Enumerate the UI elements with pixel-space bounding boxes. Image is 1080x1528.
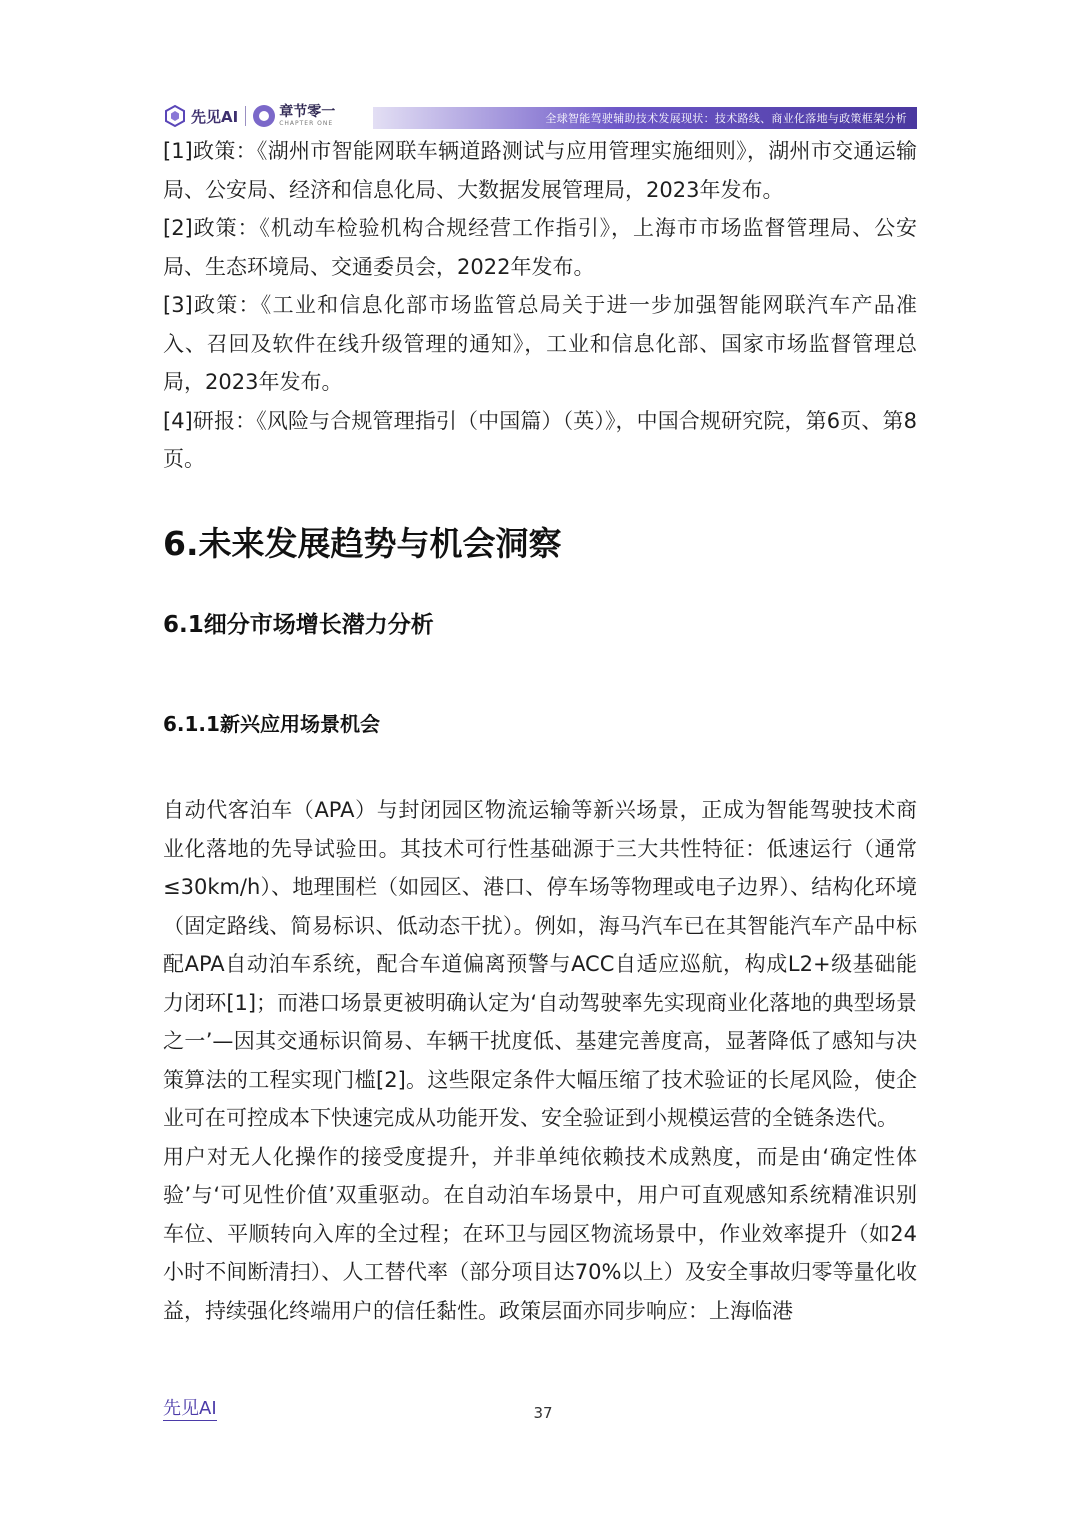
brand-divider	[245, 106, 246, 126]
chapter-one-logo-icon	[253, 105, 275, 127]
reference-item: [3]政策：《工业和信息化部市场监管总局关于进一步加强智能网联汽车产品准入、召回及软件在线升级管理的通知》，工业和信息化部、国家市场监督管理总局，2023年发布。	[163, 293, 917, 394]
report-title: 全球智能驾驶辅助技术发展现状：技术路线、商业化落地与政策框架分析	[545, 112, 907, 125]
section-heading: 6.未来发展趋势与机会洞察	[163, 524, 562, 563]
brand2-subtitle: CHAPTER ONE	[279, 120, 334, 127]
body-paragraph: 用户对无人化操作的接受度提升，并非单纯依赖技术成熟度，而是由‘确定性体验’与‘可见性价值’双重驱动。在自动泊车场景中，用户可直观感知系统精准识别车位、平顺转向入库的全过程；在环卫与园区物流场景中，作业效率提升（如24小时不间断清扫）、人工替代率（部分项目达70%以上）及安全事故归零等量化收益，持续强化终端用户的信任黏性。政策层面亦同步响应：上海临港	[163, 1144, 917, 1323]
brand2-block	[279, 105, 335, 127]
reference-item: [2]政策：《机动车检验机构合规经营工作指引》，上海市市场监督管理局、公安局、生态环境局、交通委员会，2022年发布。	[163, 216, 917, 279]
page-number: 37	[533, 1404, 553, 1422]
brand-name: 先见AI	[191, 107, 239, 126]
reference-item: [1]政策：《湖州市智能网联车辆道路测试与应用管理实施细则》，湖州市交通运输局、公安局、经济和信息化局、大数据发展管理局，2023年发布。	[163, 139, 917, 202]
references-block	[163, 132, 917, 479]
subsubsection-heading: 6.1.1新兴应用场景机会	[163, 712, 380, 736]
body-text	[163, 791, 917, 1330]
body-paragraph: 自动代客泊车（APA）与封闭园区物流运输等新兴场景，正成为智能驾驶技术商业化落地的先导试验田。其技术可行性基础源于三大共性特征：低速运行（通常≤30km/h）、地理围栏（如园区、港口、停车场等物理或电子边界）、结构化环境（固定路线、简易标识、低动态干扰）。例如，海马汽车已在其智能汽车产品中标配APA自动泊车系统，配合车道偏离预警与ACC自适应巡航，构成L2+级基础能力闭环[1]；而港口场景更被明确认定为‘自动驾驶率先实现商业化落地的典型场景之一’—因其交通标识简易、车辆干扰度低、基建完善度高，显著降低了感知与决策算法的工程实现门槛[2]。这些限定条件大幅压缩了技术验证的长尾风险，使企业可在可控成本下快速完成从功能开发、安全验证到小规模运营的全链条迭代。	[163, 798, 917, 1130]
header-title-bar	[373, 107, 917, 129]
xianjian-logo-icon	[163, 104, 187, 128]
header-brand	[163, 102, 335, 130]
footer-brand: 先见AI	[163, 1398, 217, 1419]
reference-item: [4]研报：《风险与合规管理指引（中国篇）（英）》，中国合规研究院，第6页、第8页。	[163, 408, 917, 471]
brand2-name: 章节零一	[279, 104, 336, 120]
page-header	[163, 100, 917, 130]
subsection-heading: 6.1细分市场增长潜力分析	[163, 612, 434, 638]
